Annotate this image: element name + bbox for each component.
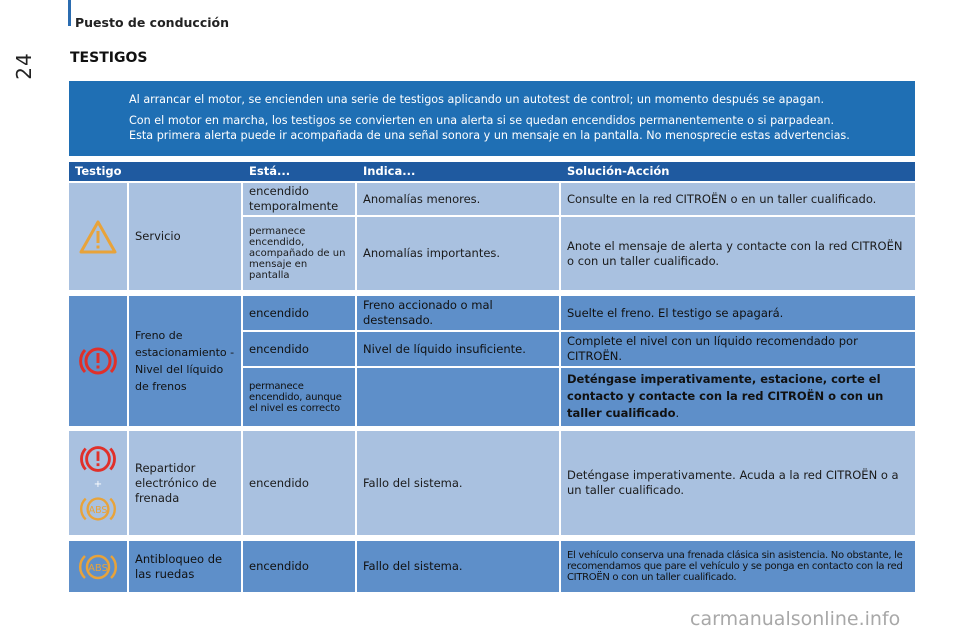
abs-icon bbox=[78, 549, 118, 585]
abs-icon-text: ABS bbox=[88, 504, 108, 516]
group-antibloqueo bbox=[69, 541, 915, 592]
antibloqueo-indicates: Fallo del sistema. bbox=[357, 541, 559, 592]
abs-icon bbox=[79, 492, 117, 526]
page-number: 24 bbox=[12, 52, 36, 80]
freno-r3-solution-end: . bbox=[675, 406, 680, 420]
freno-r2-indicates: Nivel de líquido insuficiente. bbox=[357, 332, 559, 366]
watermark: carmanualsonline.info bbox=[690, 608, 901, 630]
table-header bbox=[69, 162, 915, 181]
servicio-name: Servicio bbox=[129, 183, 241, 290]
servicio-r1-solution: Consulte en la red CITROËN o en un taller cualificado. bbox=[561, 183, 915, 215]
plus-sign: + bbox=[93, 479, 103, 490]
intro-line-2: Con el motor en marcha, los testigos se convierten en una alerta si se quedan encendidos permanentemente o si parpadean. bbox=[129, 114, 835, 127]
servicio-r2-indicates: Anomalías importantes. bbox=[357, 217, 559, 290]
page-title: TESTIGOS bbox=[70, 50, 148, 66]
intro-line-1: Al arrancar el motor, se encienden una serie de testigos aplicando un autotest de control; un momento después se apagan. bbox=[129, 93, 825, 106]
freno-r1-solution: Suelte el freno. El testigo se apagará. bbox=[561, 296, 915, 330]
antibloqueo-icon-cell bbox=[69, 541, 127, 592]
freno-r3-state: permanece encendido, aunque el nivel es correcto bbox=[243, 368, 355, 426]
freno-r1-state: encendido bbox=[243, 296, 355, 330]
column-header-solucion: Solución-Acción bbox=[567, 164, 670, 178]
repartidor-indicates: Fallo del sistema. bbox=[357, 431, 559, 535]
freno-name: Freno de estacionamiento - Nivel del líquido de frenos bbox=[129, 296, 241, 426]
antibloqueo-name: Antibloqueo de las ruedas bbox=[129, 541, 241, 592]
freno-r3-solution-bold: Deténgase imperativamente, estacione, corte el contacto y contacte con la red CITROËN o con un taller cualificado bbox=[567, 372, 884, 420]
section-title: Puesto de conducción bbox=[75, 15, 230, 30]
servicio-r2-solution: Anote el mensaje de alerta y contacte con la red CITROËN o con un taller cualificado. bbox=[561, 217, 915, 290]
brake-warning-icon bbox=[79, 440, 117, 478]
repartidor-state: encendido bbox=[243, 431, 355, 535]
servicio-r1-indicates: Anomalías menores. bbox=[357, 183, 559, 215]
repartidor-icon-cell bbox=[69, 431, 127, 535]
servicio-icon-cell bbox=[69, 183, 127, 290]
freno-r1-indicates: Freno accionado o mal destensado. bbox=[357, 296, 559, 330]
group-servicio bbox=[69, 183, 915, 290]
freno-r2-solution: Complete el nivel con un líquido recomendado por CITROËN. bbox=[561, 332, 915, 366]
brake-warning-icon bbox=[78, 341, 118, 381]
column-header-testigo: Testigo bbox=[75, 164, 122, 178]
repartidor-solution: Deténgase imperativamente. Acuda a la red CITROËN o a un taller cualificado. bbox=[561, 431, 915, 535]
antibloqueo-solution: El vehículo conserva una frenada clásica sin asistencia. No obstante, le recomendamos que pare el vehículo y se ponga en contacto con la red CITROËN o con un taller cualificado. bbox=[561, 541, 915, 592]
column-header-esta: Está... bbox=[249, 164, 291, 178]
group-repartidor bbox=[69, 431, 915, 535]
group-freno bbox=[69, 296, 915, 426]
header-accent-bar bbox=[68, 0, 71, 26]
freno-icon-cell bbox=[69, 296, 127, 426]
column-header-indica: Indica... bbox=[363, 164, 416, 178]
freno-r3-indicates bbox=[357, 368, 559, 426]
antibloqueo-state: encendido bbox=[243, 541, 355, 592]
intro-line-3: Esta primera alerta puede ir acompañada de una señal sonora y un mensaje en la pantalla. No menosprecie estas advertencias. bbox=[129, 129, 850, 142]
intro-box bbox=[69, 81, 915, 156]
freno-r3-solution bbox=[561, 368, 915, 426]
abs-icon-text: ABS bbox=[88, 562, 108, 574]
servicio-r1-state: encendido temporalmente bbox=[243, 183, 355, 215]
warning-triangle-icon bbox=[78, 219, 118, 255]
servicio-r2-state: permanece encendido, acompañado de un mensaje en pantalla bbox=[243, 217, 355, 290]
repartidor-name: Repartidor electrónico de frenada bbox=[129, 431, 241, 535]
freno-r2-state: encendido bbox=[243, 332, 355, 366]
